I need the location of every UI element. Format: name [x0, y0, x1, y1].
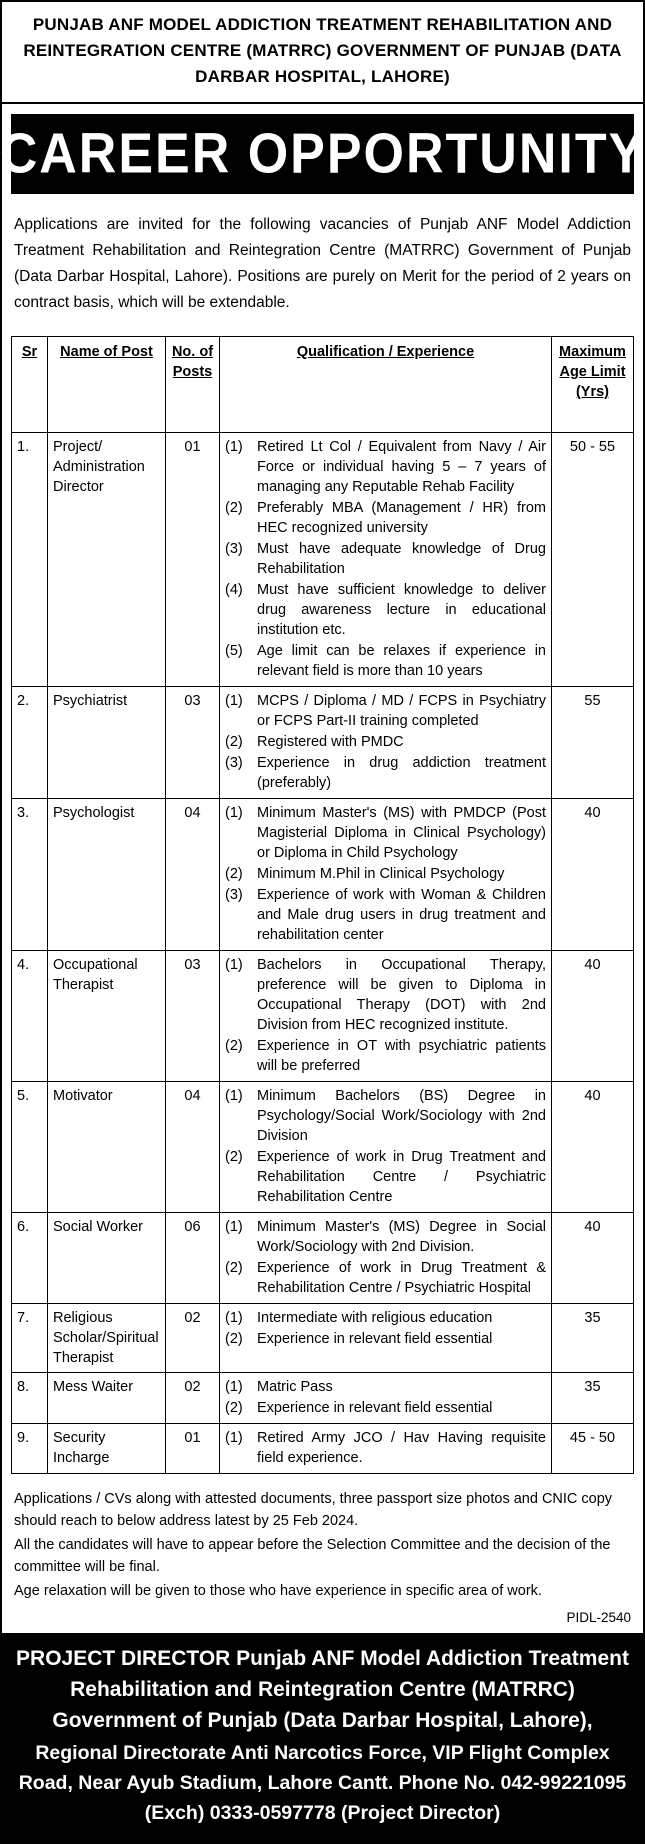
table-row	[12, 1373, 634, 1424]
note-selection-committee: All the candidates will have to appear before the Selection Committee and the decision of the committee will be final.	[14, 1537, 611, 1575]
header-qualification: Qualification / Experience	[220, 337, 552, 433]
header-age-limit: Maximum Age Limit (Yrs)	[552, 337, 634, 433]
table-row	[12, 687, 634, 799]
qualification-item	[225, 498, 546, 538]
row-sr-cell: 3.	[12, 799, 48, 951]
qualification-text: Experience in relevant field essential	[257, 1400, 493, 1416]
qualification-text: Experience of work in Drug Treatment & Rehabilitation Centre / Psychiatric Hospital	[257, 1260, 546, 1296]
qualification-item	[225, 1308, 546, 1328]
qualification-item	[225, 732, 546, 752]
row-post-cell: Motivator	[48, 1082, 166, 1213]
row-sr-cell: 5.	[12, 1082, 48, 1213]
qualification-number: (3)	[225, 755, 243, 771]
table-row	[12, 433, 634, 687]
row-post-cell: Psychologist	[48, 799, 166, 951]
qualification-text: Retired Lt Col / Equivalent from Navy / Air Force or individual having 5 – 7 years of managing any Reputable Rehab Facility	[257, 439, 546, 495]
qualification-item	[225, 1377, 546, 1397]
note-age-relaxation: Age relaxation will be given to those who have experience in specific area of work.	[14, 1583, 542, 1599]
header-no-of-posts: No. of Posts	[166, 337, 220, 433]
row-sr-cell: 2.	[12, 687, 48, 799]
banner-text: CAREER OPPORTUNITY	[0, 122, 645, 186]
page-title: PUNJAB ANF MODEL ADDICTION TREATMENT REHABILITATION AND REINTEGRATION CENTRE (MATRRC) GOVERNMENT OF PUNJAB (DATA DARBAR HOSPITAL, LAHORE)	[23, 15, 622, 86]
row-posts-cell: 04	[166, 1082, 220, 1213]
qualification-text: MCPS / Diploma / MD / FCPS in Psychiatry or FCPS Part-II training completed	[257, 693, 546, 729]
qualification-item	[225, 803, 546, 863]
table-row	[12, 1304, 634, 1373]
qualification-number: (1)	[225, 1219, 243, 1235]
row-age-cell: 40	[552, 951, 634, 1082]
row-sr-cell: 8.	[12, 1373, 48, 1424]
qualification-text: Must have sufficient knowledge to deliver drug awareness lecture in educational institution etc.	[257, 582, 546, 638]
qualification-number: (5)	[225, 643, 243, 659]
row-post-cell: Psychiatrist	[48, 687, 166, 799]
qualification-item	[225, 1086, 546, 1146]
qualification-item	[225, 1036, 546, 1076]
row-sr-cell: 6.	[12, 1213, 48, 1304]
qualification-text: Experience of work in Drug Treatment and Rehabilitation Centre / Psychiatric Rehabilitation Centre	[257, 1149, 546, 1205]
row-post-cell: Project/ Administration Director	[48, 433, 166, 687]
career-opportunity-banner	[0, 114, 645, 194]
row-age-cell: 45 - 50	[552, 1424, 634, 1474]
qualification-text: Minimum M.Phil in Clinical Psychology	[257, 866, 505, 882]
qualification-item	[225, 864, 546, 884]
table-row	[12, 1082, 634, 1213]
qualification-number: (3)	[225, 541, 243, 557]
row-posts-cell: 03	[166, 687, 220, 799]
header-name-of-post: Name of Post	[48, 337, 166, 433]
qualification-text: Age limit can be relaxes if experience in relevant field is more than 10 years	[257, 643, 546, 679]
row-age-cell: 35	[552, 1373, 634, 1424]
qualification-number: (2)	[225, 500, 243, 516]
row-age-cell: 40	[552, 1082, 634, 1213]
qualification-item	[225, 1258, 546, 1298]
header	[2, 2, 643, 104]
qualification-text: Retired Army JCO / Hav Having requisite field experience.	[257, 1430, 546, 1466]
qualification-number: (1)	[225, 1088, 243, 1104]
qualification-item	[225, 641, 546, 681]
row-post-cell: Mess Waiter	[48, 1373, 166, 1424]
qualification-item	[225, 1398, 546, 1418]
qualification-text: Experience in OT with psychiatric patients will be preferred	[257, 1038, 546, 1074]
footer-banner	[2, 1633, 643, 1842]
qualification-text: Experience in relevant field essential	[257, 1331, 493, 1347]
qualification-text: Bachelors in Occupational Therapy, preference will be given to Diploma in Occupational Therapy (DOT) with 2nd Division from HEC recognized institute.	[257, 957, 546, 1033]
qualification-number: (4)	[225, 582, 243, 598]
row-posts-cell: 03	[166, 951, 220, 1082]
qualification-number: (3)	[225, 887, 243, 903]
qualification-item	[225, 885, 546, 945]
qualification-number: (1)	[225, 693, 243, 709]
row-posts-cell: 06	[166, 1213, 220, 1304]
row-post-cell: Religious Scholar/Spiritual Therapist	[48, 1304, 166, 1373]
row-age-cell: 55	[552, 687, 634, 799]
qualification-number: (2)	[225, 866, 243, 882]
qualification-text: Matric Pass	[257, 1379, 333, 1395]
qualification-item	[225, 437, 546, 497]
qualification-number: (1)	[225, 805, 243, 821]
qualification-text: Experience of work with Woman & Children and Male drug users in drug treatment and rehabilitation center	[257, 887, 546, 943]
qualification-text: Minimum Master's (MS) Degree in Social Work/Sociology with 2nd Division.	[257, 1219, 546, 1255]
vacancies-table	[11, 336, 634, 1474]
qualification-text: Must have adequate knowledge of Drug Rehabilitation	[257, 541, 546, 577]
row-qualification-cell	[220, 1424, 552, 1474]
row-age-cell: 50 - 55	[552, 433, 634, 687]
qualification-text: Minimum Bachelors (BS) Degree in Psychology/Social Work/Sociology with 2nd Division	[257, 1088, 546, 1144]
row-sr-cell: 7.	[12, 1304, 48, 1373]
row-qualification-cell	[220, 433, 552, 687]
qualification-number: (1)	[225, 1310, 243, 1326]
table-row	[12, 951, 634, 1082]
qualification-number: (2)	[225, 1331, 243, 1347]
qualification-item	[225, 955, 546, 1035]
row-post-cell: Occupational Therapist	[48, 951, 166, 1082]
row-posts-cell: 04	[166, 799, 220, 951]
row-posts-cell: 02	[166, 1304, 220, 1373]
row-qualification-cell	[220, 1082, 552, 1213]
table-row	[12, 799, 634, 951]
table-row	[12, 1424, 634, 1474]
row-posts-cell: 02	[166, 1373, 220, 1424]
qualification-text: Preferably MBA (Management / HR) from HEC recognized university	[257, 500, 546, 536]
qualification-text: Experience in drug addiction treatment (preferably)	[257, 755, 546, 791]
row-sr-cell: 9.	[12, 1424, 48, 1474]
footer-address: Regional Directorate Anti Narcotics Force, VIP Flight Complex Road, Near Ayub Stadium, Lahore Cantt. Phone No. 042-99221095 (Exch) 0333-0597778 (Project Director)	[18, 1742, 627, 1824]
qualification-item	[225, 753, 546, 793]
row-sr-cell: 1.	[12, 433, 48, 687]
qualification-number: (2)	[225, 1260, 243, 1276]
vacancy-table-body	[12, 433, 634, 1474]
row-qualification-cell	[220, 1373, 552, 1424]
row-sr-cell: 4.	[12, 951, 48, 1082]
table-header	[12, 337, 634, 433]
qualification-number: (2)	[225, 1149, 243, 1165]
row-age-cell: 40	[552, 799, 634, 951]
reference-number: PIDL-2540	[566, 1610, 631, 1625]
row-posts-cell: 01	[166, 433, 220, 687]
qualification-number: (1)	[225, 439, 243, 455]
notes-section	[14, 1488, 631, 1604]
row-posts-cell: 01	[166, 1424, 220, 1474]
row-age-cell: 35	[552, 1304, 634, 1373]
row-age-cell: 40	[552, 1213, 634, 1304]
row-post-cell: Social Worker	[48, 1213, 166, 1304]
row-qualification-cell	[220, 951, 552, 1082]
row-post-cell: Security Incharge	[48, 1424, 166, 1474]
qualification-text: Registered with PMDC	[257, 734, 404, 750]
row-qualification-cell	[220, 1213, 552, 1304]
qualification-number: (1)	[225, 1430, 243, 1446]
qualification-item	[225, 580, 546, 640]
note-applications: Applications / CVs along with attested documents, three passport size photos and CNIC copy should reach to below address latest by 25 Feb 2024.	[14, 1491, 613, 1529]
qualification-item	[225, 1428, 546, 1468]
qualification-item	[225, 1147, 546, 1207]
qualification-item	[225, 691, 546, 731]
header-sr: Sr	[12, 337, 48, 433]
qualification-number: (1)	[225, 957, 243, 973]
qualification-text: Minimum Master's (MS) with PMDCP (Post Magisterial Diploma in Clinical Psychology) or Diploma in Child Psychology	[257, 805, 546, 861]
qualification-number: (2)	[225, 1038, 243, 1054]
qualification-item	[225, 1217, 546, 1257]
qualification-text: Intermediate with religious education	[257, 1310, 493, 1326]
qualification-item	[225, 1329, 546, 1349]
qualification-number: (2)	[225, 734, 243, 750]
row-qualification-cell	[220, 799, 552, 951]
intro-paragraph: Applications are invited for the following vacancies of Punjab ANF Model Addiction Treatment Rehabilitation and Reintegration Centre (MATRRC) Government of Punjab (Data Darbar Hospital, Lahore). Positions are purely on Merit for the period of 2 years on contract basis, which will be extendable.	[14, 216, 631, 311]
table-row	[12, 1213, 634, 1304]
qualification-number: (1)	[225, 1379, 243, 1395]
qualification-item	[225, 539, 546, 579]
table-header-row	[12, 337, 634, 433]
qualification-number: (2)	[225, 1400, 243, 1416]
footer-title: PROJECT DIRECTOR Punjab ANF Model Addiction Treatment Rehabilitation and Reintegration Centre (MATRRC) Government of Punjab (Data Darbar Hospital, Lahore),	[16, 1647, 629, 1732]
row-qualification-cell	[220, 1304, 552, 1373]
row-qualification-cell	[220, 687, 552, 799]
